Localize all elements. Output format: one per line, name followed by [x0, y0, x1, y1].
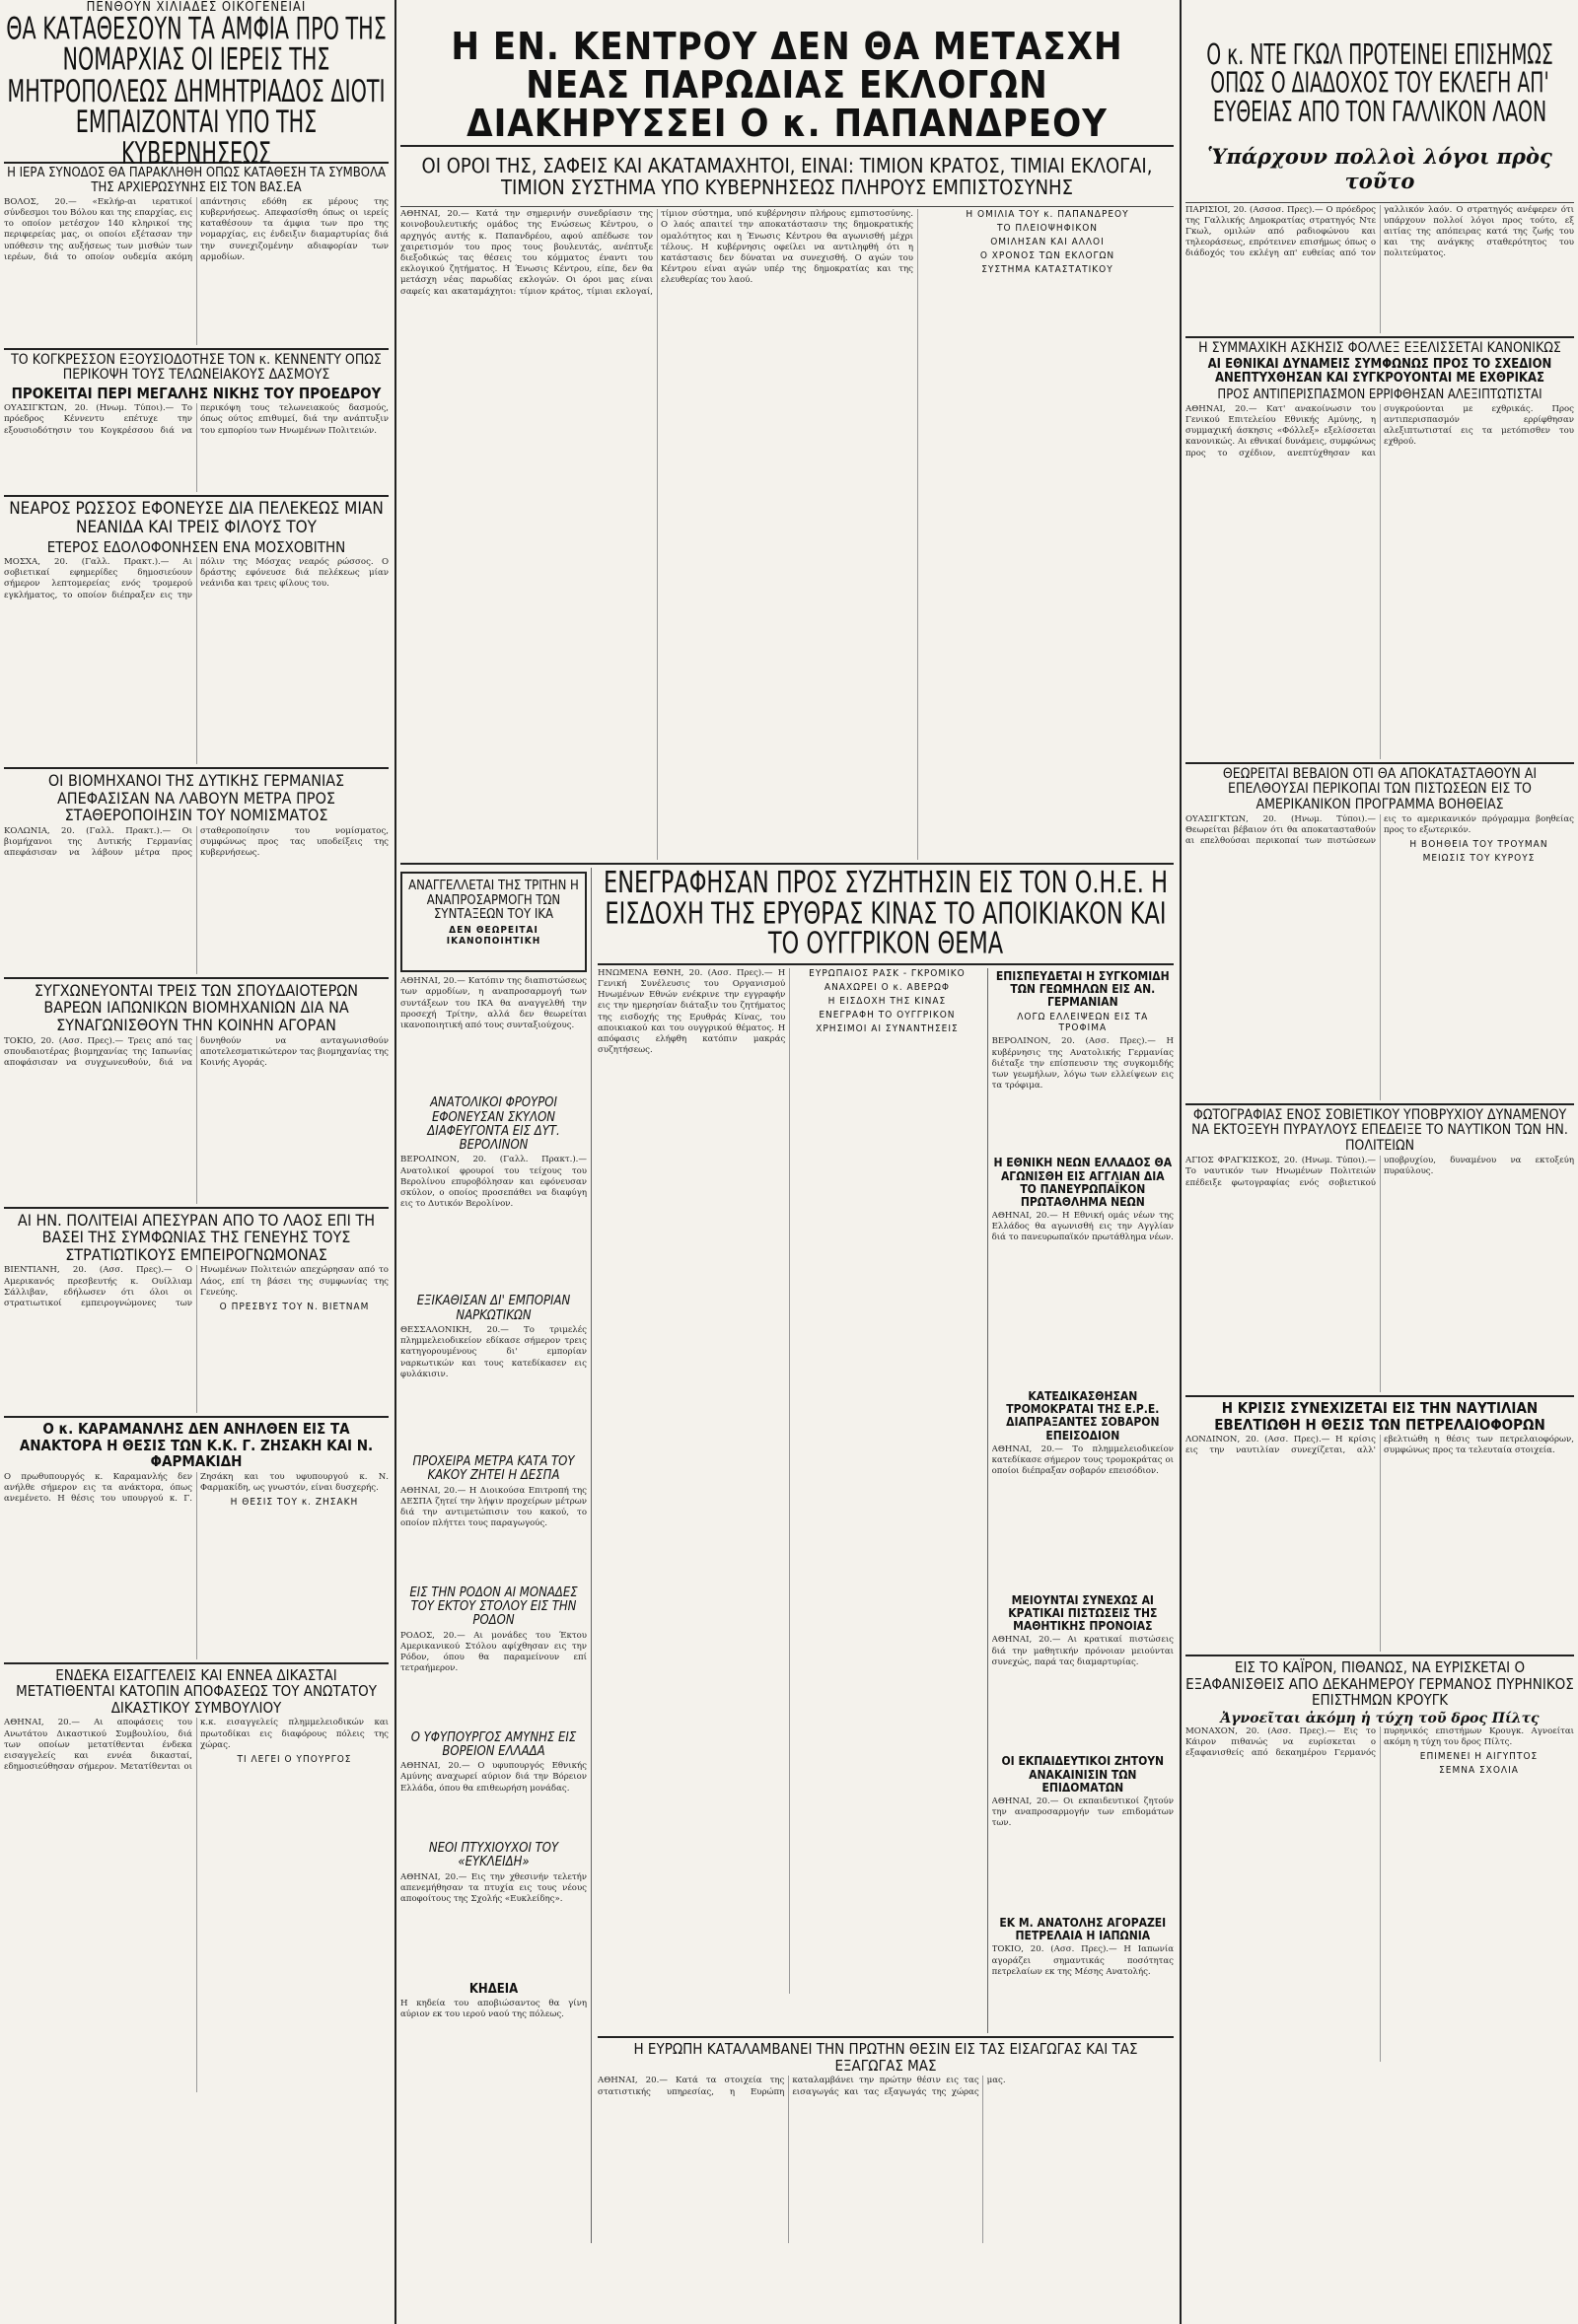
article-terrorists-text: ΑΘΗΝΑΙ, 20.— Το πλημμελειοδικείον κατεδίκασε σήμερον τους τρομοκράτας οι οποίοι διέπραξαν σοβαρόν επεισόδιον. [991, 1444, 1174, 1477]
article-aid-subhead-1: Η ΒΟΗΘΕΙΑ ΤΟΥ ΤΡΟΥΜΑΝ [1409, 839, 1548, 851]
article-germany-text: ΚΟΛΩΝΙΑ, 20. (Γαλλ. Πρακτ.).— Οι βιομήχανοι της Δυτικής Γερμανίας απεφάσισαν να λάβουν μέτρα προς σταθεροποίησιν του νομίσματος, συμφώνως προς τας υποδείξεις της κυβερνήσεως. [4, 825, 389, 859]
article-prosecutors-text: ΑΘΗΝΑΙ, 20.— Αι αποφάσεις του Ανωτάτου Δικαστικού Συμβουλίου, διά των οποίων μετατίθενται ένδεκα εισαγγελείς και εννέα δικασταί, εδημοσιεύθησαν σήμερον. Μετατίθενται οι κ.κ. εισαγγελείς πλημμελειοδικών και πρωτοδίκαι εις διαφόρους πόλεις της χώρας. [4, 1718, 389, 1773]
article-prosecutors-title: ΕΝΔΕΚΑ ΕΙΣΑΓΓΕΛΕΙΣ ΚΑΙ ΕΝΝΕΑ ΔΙΚΑΣΤΑΙ ΜΕΤΑΤΙΘΕΝΤΑΙ ΚΑΤΟΠΙΝ ΑΠΟΦΑΣΕΩΣ ΤΟΥ ΑΝΩΤΑΤΟΥ ΔΙΚΑΣΤΙΚΟΥ ΣΥΜΒΟΥΛΙΟΥ [16, 1665, 377, 1717]
article-dog-text: ΒΕΡΟΛΙΝΟΝ, 20. (Γαλλ. Πρακτ.).— Ανατολικοί φρουροί του τείχους του Βερολίνου επυροβόλησαν και εφόνευσαν σκύλον, ο οποίος προσεπάθει να διαφύγη εις το Δυτικόν Βερολίνον. [400, 1155, 587, 1210]
article-despa-text: ΑΘΗΝΑΙ, 20.— Η Διοικούσα Επιτροπή της ΔΕΣΠΑ ζητεί την λήψιν προχείρων μέτρων διά την αντιμετώπισιν του κακού, το οποίον πλήττει τους παραγωγούς. [400, 1485, 587, 1529]
article-despa-title: ΠΡΟΧΕΙΡΑ ΜΕΤΡΑ ΚΑΤΑ ΤΟΥ ΚΑΚΟΥ ΖΗΤΕΙ Η ΔΕΣΠΑ [412, 1454, 575, 1484]
article-ika-subtitle: ΔΕΝ ΘΕΩΡΕΙΤΑΙ ΙΚΑΝΟΠΟΙΗΤΙΚΗ [446, 925, 541, 948]
article-un-subhead-4: ΕΝΕΓΡΑΦΗ ΤΟ ΟΥΓΓΡΙΚΟΝ [819, 1009, 956, 1021]
article-submarine-text: ΑΓΙΟΣ ΦΡΑΓΚΙΣΚΟΣ, 20. (Ηνωμ. Τύποι).— Το ναυτικόν των Ηνωμένων Πολιτειών επέδειξε φωτογραφίας ενός σοβιετικού υποβρυχίου, δυναμένου να εκτοξεύη πυραύλους. [1185, 1156, 1574, 1188]
article-aid-text: ΟΥΑΣΙΓΚΤΩΝ, 20. (Ηνωμ. Τύποι).— Θεωρείται βέβαιον ότι θα αποκατασταθούν αι επελθούσαι περικοπαί των πιστώσεων εις το αμερικανικόν πρόγραμμα βοηθείας προς το εξωτερικόν. [1185, 814, 1574, 847]
article-priests-text: ΒΟΛΟΣ, 20.— «Εκλήρ-αι ιερατικοί σύνδεσμοι του Βόλου και της επαρχίας, εις το οποίον μετέσχον 140 κληρικοί της περιφερείας μας, οι οποίοι εξέτασαν την υπόθεσιν της αυξήσεως των μισθών των ιερέων, διά το οποίον ουδεμία ακόμη απάντησις εδόθη εκ μέρους της κυβερνήσεως. Απεφασίσθη όπως οι ιερείς καταθέσουν τα άμφια των προ της νομαρχίας, εις ένδειξιν διαμαρτυρίας διά την συνεχιζομένην αδιαφορίαν των αρμοδίων. [4, 196, 389, 262]
article-fallex-text: ΑΘΗΝΑΙ, 20.— Κατ' ανακοίνωσιν του Γενικού Επιτελείου Εθνικής Αμύνης, η συμμαχική άσκησις «Φόλλεξ» εξελίσσεται κανονικώς. Αι εθνικαί δυνάμεις, συμφώνως προς το σχέδιον, ανεπτύχθησαν και συγκρούονται με εχθρικάς. Προς αντιπερισπασμόν ερρίφθησαν αλεξιπτωτισταί εις τα μετόπισθεν του εχθρού. [1185, 403, 1574, 458]
article-student-welfare-text: ΑΘΗΝΑΙ, 20.— Αι κρατικαί πιστώσεις διά την μαθητικήν πρόνοιαν μειούνται συνεχώς, παρά τας διαμαρτυρίας. [991, 1635, 1174, 1667]
article-un-subhead-2: ΑΝΑΧΩΡΕΙ Ο κ. ΑΒΕΡΩΦ [824, 981, 950, 993]
article-shipping-text: ΛΟΝΔΙΝΟΝ, 20. (Ασσ. Πρες).— Η κρίσις εις την ναυτιλίαν συνεχίζεται, αλλ' εβελτιώθη η θέσις των πετρελαιοφόρων, συμφώνως προς τα τελευταία στοιχεία. [1185, 1435, 1574, 1456]
center-column [400, 0, 1174, 2243]
article-germany-title: ΟΙ ΒΙΟΜΗΧΑΝΟΙ ΤΗΣ ΔΥΤΙΚΗΣ ΓΕΡΜΑΝΙΑΣ ΑΠΕΦΑΣΙΣΑΝ ΝΑ ΛΑΒΟΥΝ ΜΕΤΡΑ ΠΡΟΣ ΣΤΑΘΕΡΟΠΟΙΗΣΙΝ ΤΟΥ ΝΟΜΙΣΜΑΤΟΣ [47, 771, 345, 825]
article-priests-subtitle: Η ΙΕΡΑ ΣΥΝΟΔΟΣ ΘΑ ΠΑΡΑΚΛΗΘΗ ΟΠΩΣ ΚΑΤΑΘΕΣΗ ΤΑ ΣΥΜΒΟΛΑ ΤΗΣ ΑΡΧΙΕΡΩΣΥΝΗΣ ΕΙΣ ΤΟΝ ΒΑΣ.ΕΑ [7, 166, 386, 195]
article-un-subhead-5: ΧΡΗΣΙΜΟΙ ΑΙ ΣΥΝΑΝΤΗΣΕΙΣ [816, 1022, 959, 1034]
article-ika-title: ΑΝΑΓΓΕΛΛΕΤΑΙ ΤΗΣ ΤΡΙΤΗΝ Η ΑΝΑΠΡΟΣΑΡΜΟΓΗ ΤΩΝ ΣΥΝΤΑΞΕΩΝ ΤΟΥ ΙΚΑ [408, 879, 579, 922]
center-subcolumn-b [598, 865, 1174, 2243]
article-fleet-title: ΕΙΣ ΤΗΝ ΡΟΔΟΝ ΑΙ ΜΟΝΑΔΕΣ ΤΟΥ ΕΚΤΟΥ ΣΤΟΛΟΥ ΕΙΣ ΤΗΝ ΡΟΔΟΝ [409, 1585, 578, 1629]
article-teachers-text: ΑΘΗΝΑΙ, 20.— Οι εκπαιδευτικοί ζητούν την αναπροσαρμογήν των επιδομάτων των. [991, 1796, 1174, 1829]
article-fleet-text: ΡΟΔΟΣ, 20.— Αι μονάδες του Έκτου Αμερικανικού Στόλου αφίχθησαν εις την Ρόδον, όπου θα παραμείνουν επί τετραήμερον. [400, 1630, 587, 1674]
left-column [4, 0, 389, 2092]
article-terrorists-title: ΚΑΤΕΔΙΚΑΣΘΗΣΑΝ ΤΡΟΜΟΚΡΑΤΑΙ ΤΗΣ Ε.Ρ.Ε. ΔΙΑΠΡΑΞΑΝΤΕΣ ΣΟΒΑΡΟΝ ΕΠΕΙΣΟΔΙΟΝ [1006, 1389, 1160, 1443]
article-europe-trade-title: Η ΕΥΡΩΠΗ ΚΑΤΑΛΑΜΒΑΝΕΙ ΤΗΝ ΠΡΩΤΗΝ ΘΕΣΙΝ ΕΙΣ ΤΑΣ ΕΙΣΑΓΩΓΑΣ ΚΑΙ ΤΑΣ ΕΞΑΓΩΓΑΣ ΜΑΣ [633, 2040, 1138, 2075]
article-russian-text: ΜΟΣΧΑ, 20. (Γαλλ. Πρακτ.).— Αι σοβιετικαί εφημερίδες δημοσιεύουν σήμερον λεπτομερείας ενός τρομερού εγκλήματος, το οποίον διέπραξεν εις την πόλιν της Μόσχας νεαρός ρώσσος. Ο δράστης εφόνευσε διά πελέκεως μίαν νεάνιδα και τρεις φίλους του. [4, 557, 389, 600]
article-russian-title: ΝΕΑΡΟΣ ΡΩΣΣΟΣ ΕΦΟΝΕΥΣΕ ΔΙΑ ΠΕΛΕΚΕΩΣ ΜΙΑΝ ΝΕΑΝΙΔΑ ΚΑΙ ΤΡΕΙΣ ΦΙΛΟΥΣ ΤΟΥ [9, 499, 384, 537]
article-kroug-subhead-1: ΕΠΙΜΕΝΕΙ Η ΑΙΓΥΠΤΟΣ [1419, 1751, 1539, 1763]
article-youth-team-text: ΑΘΗΝΑΙ, 20.— Η Εθνική ομάς νέων της Ελλάδος θα αγωνισθή εις την Αγγλίαν διά το πανευρωπαϊκόν πρωτάθλημα νέων. [991, 1211, 1174, 1243]
article-fallex-title: Η ΣΥΜΜΑΧΙΚΗ ΑΣΚΗΣΙΣ ΦΟΛΛΕΞ ΕΞΕΛΙΣΣΕΤΑΙ ΚΑΝΟΝΙΚΩΣ [1198, 339, 1561, 356]
article-graduates-title: ΝΕΟΙ ΠΤΥΧΙΟΥΧΟΙ ΤΟΥ «ΕΥΚΛΕΙΔΗ» [428, 1841, 559, 1870]
article-karamanlis-text: Ο πρωθυπουργός κ. Καραμανλής δεν ανήλθε σήμερον εις τα ανάκτορα, όπως ανεμένετο. Η θέσις του υπουργού κ. Γ. Ζησάκη και του υφυπουργού κ. Ν. Φαρμακίδη, ως γνωστόν, είναι δυσχερής. [4, 1471, 389, 1505]
article-narcotics-text: ΘΕΣΣΑΛΟΝΙΚΗ, 20.— Το τριμελές πλημμελειοδικείον εδίκασε σήμερον τρεις κατηγορουμένους δι' εμπορίαν ναρκωτικών και τους κατεδίκασεν εις φυλάκισιν. [400, 1325, 587, 1379]
headline-papandreou: Η ΕΝ. ΚΕΝΤΡΟΥ ΔΕΝ ΘΑ ΜΕΤΑΣΧΗ ΝΕΑΣ ΠΑΡΩΔΙΑΣ ΕΚΛΟΓΩΝ ΔΙΑΚΗΡΥΣΣΕΙ Ο κ. ΠΑΠΑΝΔΡΕΟΥ [451, 25, 1123, 145]
papandreou-text: ΑΘΗΝΑΙ, 20.— Κατά την σημερινήν συνεδρίασιν της κοινοβουλευτικής ομάδος της Ενώσεως Κέντρου, ο αρχηγός αυτής κ. Παπανδρέου, αφού απέδωσε τον χαιρετισμόν του προς τους βουλευτάς, ανέπτυξε διεξοδικώς τας θέσεις του κόμματος έναντι του εκλογικού ζητήματος. Η Ένωσις Κέντρου, είπε, δεν θα μετάσχη νέας παρωδίας εκλογών. Οι όροι μας είναι σαφείς και ακαταμάχητοι: τίμιον κράτος, τίμιαι εκλογαί, τίμιον σύστημα, υπό κυβέρνησιν πλήρους εμπιστοσύνης. Ο λαός απαιτεί την αποκατάστασιν της δημοκρατικής ομαλότητος και η Ένωσις Κέντρου θα αγωνισθή μέχρι τέλους. Η κυβέρνησις οφείλει να αντιληφθή ότι η κατάστασις δεν δύναται να συνεχισθή. Ο αγών του Κέντρου είναι αγών υπέρ της δημοκρατίας και της ελευθερίας του λαού. [400, 209, 913, 297]
papandreou-subhead-system: ΣΥΣΤΗΜΑ ΚΑΤΑΣΤΑΤΙΚΟΥ [981, 264, 1113, 276]
article-ika-text: ΑΘΗΝΑΙ, 20.— Κατόπιν της διαπιστώσεως των αρμοδίων, η αναπροσαρμογή των συντάξεων του ΙΚΑ θα αναγγελθή την προσεχή Τρίτην, αλλά δεν θεωρείται ικανοποιητική από τους συνταξιούχους. [400, 976, 587, 1031]
article-de-gaulle-text: ΠΑΡΙΣΙΟΙ, 20. (Ασσοσ. Πρες).— Ο πρόεδρος της Γαλλικής Δημοκρατίας στρατηγός Ντε Γκωλ, ομιλών από ραδιοφώνου και τηλεοράσεως, επρότεινεν επισήμως όπως ο διάδοχός του εκλέγη απ' ευθείας από τον γαλλικόν λαόν. Ο στρατηγός ανέφερεν ότι υπάρχουν πολλοί λόγοι προς τούτο, εξ αιτίας της απόπειρας κατά της ζωής του και της ανάγκης σταθερότητος του πολιτεύματος. [1185, 204, 1574, 259]
article-kroug-subhead-2: ΣΕΜΝΑ ΣΧΟΛΙΑ [1439, 1765, 1519, 1777]
right-column [1185, 0, 1574, 2062]
article-student-welfare-title: ΜΕΙΟΥΝΤΑΙ ΣΥΝΕΧΩΣ ΑΙ ΚΡΑΤΙΚΑΙ ΠΙΣΤΩΣΕΙΣ ΤΗΣ ΜΑΘΗΤΙΚΗΣ ΠΡΟΝΟΙΑΣ [1008, 1592, 1158, 1634]
article-potatoes-text: ΒΕΡΟΛΙΝΟΝ, 20. (Ασσ. Πρες).— Η κυβέρνησις της Ανατολικής Γερμανίας διέταξε την επίσπευσιν της συγκομιδής των γεωμήλων, λόγω των ελλείψεων εις τα τρόφιμα. [991, 1036, 1174, 1092]
article-japan-title: ΣΥΓΧΩΝΕΥΟΝΤΑΙ ΤΡΕΙΣ ΤΩΝ ΣΠΟΥΔΑΙΟΤΕΡΩΝ ΒΑΡΕΩΝ ΙΑΠΩΝΙΚΩΝ ΒΙΟΜΗΧΑΝΙΩΝ ΔΙΑ ΝΑ ΣΥΝΑΓΩΝΙΣΘΟΥΝ ΤΗΝ ΚΟΙΝΗΝ ΑΓΟΡΑΝ [34, 980, 359, 1034]
article-laos-subhead: Ο ΠΡΕΣΒΥΣ ΤΟΥ Ν. ΒΙΕΤΝΑΜ [219, 1301, 370, 1312]
article-potatoes-title: ΕΠΙΣΠΕΥΔΕΤΑΙ Η ΣΥΓΚΟΜΙΔΗ ΤΩΝ ΓΕΩΜΗΛΩΝ ΕΙΣ ΑΝ. ΓΕΡΜΑΝΙΑΝ [995, 968, 1170, 1010]
article-un-subhead-1: ΕΥΡΩΠΑΙΟΣ ΡΑΣΚ - ΓΚΡΟΜΙΚΟ [809, 967, 966, 979]
left-kicker: ΠΕΝΘΟΥΝ ΧΙΛΙΑΔΕΣ ΟΙΚΟΓΕΝΕΙΑΙ [86, 0, 307, 15]
article-japan-text: ΤΟΚΙΟ, 20. (Ασσ. Πρες).— Τρεις από τας σπουδαιοτέρας βιομηχανίας της Ιαπωνίας αποφάσισαν να συγχωνευθούν, διά να δυνηθούν να ανταγωνισθούν αποτελεσματικώτερον τας βιομηχανίας της Κοινής Αγοράς. [4, 1035, 389, 1068]
article-laos-text: ΒΙΕΝΤΙΑΝΗ, 20. (Ασσ. Πρες).— Ο Αμερικανός πρεσβευτής κ. Ουίλλιαμ Σάλλιβαν, εδήλωσεν ότι όλοι οι στρατιωτικοί εμπειρογνώμονες των Ηνωμένων Πολιτειών απεχώρησαν από το Λάος, επί τη βάσει της συμφωνίας της Γενεύης. [4, 1265, 389, 1308]
center-subcolumn-a [400, 868, 592, 2243]
article-submarine-title: ΦΩΤΟΓΡΑΦΙΑΣ ΕΝΟΣ ΣΟΒΙΕΤΙΚΟΥ ΥΠΟΒΡΥΧΙΟΥ ΔΥΝΑΜΕΝΟΥ ΝΑ ΕΚΤΟΞΕΥΗ ΠΥΡΑΥΛΟΥΣ ΕΠΕΔΕΙΞΕ ΤΟ ΝΑΥΤΙΚΟΝ ΤΩΝ ΗΝ. ΠΟΛΙΤΕΙΩΝ [1191, 1107, 1568, 1154]
article-defense-text: ΑΘΗΝΑΙ, 20.— Ο υφυπουργός Εθνικής Αμύνης αναχωρεί αύριον διά την Βόρειον Ελλάδα, όπου θα επιθεωρήση μονάδας. [400, 1761, 587, 1794]
headline-papandreou-subtitle: ΟΙ ΟΡΟΙ ΤΗΣ, ΣΑΦΕΙΣ ΚΑΙ ΑΚΑΤΑΜΑΧΗΤΟΙ, ΕΙΝΑΙ: ΤΙΜΙΟΝ ΚΡΑΤΟΣ, ΤΙΜΙΑΙ ΕΚΛΟΓΑΙ, ΤΙΜΙΟΝ ΣΥΣΤΗΜΑ ΥΠΟ ΚΥΒΕΡΝΗΣΕΩΣ ΠΛΗΡΟΥΣ ΕΜΠΙΣΤΟΣΥΝΗΣ [421, 154, 1153, 200]
papandreou-subhead-others: ΟΜΙΛΗΣΑΝ ΚΑΙ ΑΛΛΟΙ [990, 237, 1105, 248]
article-oil-japan-title: ΕΚ Μ. ΑΝΑΤΟΛΗΣ ΑΓΟΡΑΖΕΙ ΠΕΤΡΕΛΑΙΑ Η ΙΑΠΩΝΙΑ [999, 1915, 1167, 1943]
article-narcotics-title: ΕΞΙΚΑΘΙΣΑΝ ΔΙ' ΕΜΠΟΡΙΑΝ ΝΑΡΚΩΤΙΚΩΝ [416, 1294, 571, 1323]
article-graduates-text: ΑΘΗΝΑΙ, 20.— Εις την χθεσινήν τελετήν απενεμήθησαν τα πτυχία εις τους νέους αποφοίτους της Σχολής «Ευκλείδης». [400, 1871, 587, 1905]
papandreou-subhead-majority: ΤΟ ΠΛΕΙΟΨΗΦΙΚΟΝ [996, 223, 1099, 235]
article-potatoes-subtitle: ΛΟΓΩ ΕΛΛΕΙΨΕΩΝ ΕΙΣ ΤΑ ΤΡΟΦΙΜΑ [1017, 1012, 1149, 1034]
article-funeral-title: ΚΗΔΕΙΑ [468, 1981, 519, 1997]
article-kroug-text: ΜΟΝΑΧΟΝ, 20. (Ασσ. Πρες).— Εις το Κάιρον πιθανώς να ευρίσκεται ο εξαφανισθείς από δεκαημέρου Γερμανός πυρηνικός επιστήμων Κρουγκ. Αγνοείται ακόμη η τύχη του δρος Πίλτς. [1185, 1725, 1574, 1759]
article-un-text: ΗΝΩΜΕΝΑ ΕΘΝΗ, 20. (Ασσ. Πρες).— Η Γενική Συνέλευσις του Οργανισμού Ηνωμένων Εθνών ενέκρινε την εγγραφήν εις την ημερησίαν διάταξιν του ζητήματος της εισδοχής της Ερυθράς Κίνας, του αποικιακού και του ουγγρικού θέματος. Η απόφασις ελήφθη κατόπιν μακράς συζητήσεως. [598, 967, 786, 1056]
article-un-subhead-3: Η ΕΙΣΔΟΧΗ ΤΗΣ ΚΙΝΑΣ [827, 995, 947, 1007]
article-aid-subhead-2: ΜΕΙΩΣΙΣ ΤΟΥ ΚΥΡΟΥΣ [1422, 853, 1536, 865]
article-youth-team-title: Η ΕΘΝΙΚΗ ΝΕΩΝ ΕΛΛΑΔΟΣ ΘΑ ΑΓΩΝΙΣΘΗ ΕΙΣ ΑΓΓΛΙΑΝ ΔΙΑ ΤΟ ΠΑΝΕΥΡΩΠΑΪΚΟΝ ΠΡΩΤΑΘΛΗΜΑ ΝΕΩΝ [993, 1156, 1173, 1209]
headline-de-gaulle: Ο κ. ΝΤΕ ΓΚΩΛ ΠΡΟΤΕΙΝΕΙ ΕΠΙΣΗΜΩΣ ΟΠΩΣ Ο ΔΙΑΔΟΧΟΣ ΤΟΥ ΕΚΛΕΓΗ ΑΠ' ΕΥΘΕΙΑΣ ΑΠΟ ΤΟΝ ΓΑΛΛΙΚΟΝ ΛΑΟΝ [1206, 38, 1553, 128]
article-defense-title: Ο ΥΦΥΠΟΥΡΓΟΣ ΑΜΥΝΗΣ ΕΙΣ ΒΟΡΕΙΟΝ ΕΛΛΑΔΑ [410, 1729, 577, 1759]
headline-de-gaulle-subtitle: Ὑπάρχουν πολλοὶ λόγοι πρὸς τοῦτο [1207, 144, 1552, 194]
article-fallex-subtitle: ΑΙ ΕΘΝΙΚΑΙ ΔΥΝΑΜΕΙΣ ΣΥΜΦΩΝΩΣ ΠΡΟΣ ΤΟ ΣΧΕΔΙΟΝ ΑΝΕΠΤΥΧΘΗΣΑΝ ΚΑΙ ΣΥΓΚΡΟΥΟΝΤΑΙ ΜΕ ΕΧΘΡΙΚΑΣ [1207, 356, 1552, 387]
papandreou-subhead-election-time: Ο ΧΡΟΝΟΣ ΤΩΝ ΕΚΛΟΓΩΝ [979, 250, 1115, 262]
article-fallex-subtitle-2: ΠΡΟΣ ΑΝΤΙΠΕΡΙΣΠΑΣΜΟΝ ΕΡΡΙΦΘΗΣΑΝ ΑΛΕΞΙΠΤΩΤΙΣΤΑΙ [1217, 387, 1542, 402]
article-funeral-text: Η κηδεία του αποβιώσαντος θα γίνη αύριον εκ του ιερού ναού της πόλεως. [400, 1999, 587, 2020]
article-shipping-title: Η ΚΡΙΣΙΣ ΣΥΝΕΧΙΖΕΤΑΙ ΕΙΣ ΤΗΝ ΝΑΥΤΙΛΙΑΝ ΕΒΕΛΤΙΩΘΗ Η ΘΕΣΙΣ ΤΩΝ ΠΕΤΡΕΛΑΙΟΦΟΡΩΝ [1214, 1399, 1545, 1434]
article-dog-title: ΑΝΑΤΟΛΙΚΟΙ ΦΡΟΥΡΟΙ ΕΦΟΝΕΥΣΑΝ ΣΚΥΛΟΝ ΔΙΑΦΕΥΓΟΝΤΑ ΕΙΣ ΔΥΤ. ΒΕΡΟΛΙΝΟΝ [427, 1095, 560, 1154]
article-karamanlis-title: Ο κ. ΚΑΡΑΜΑΝΛΗΣ ΔΕΝ ΑΝΗΛΘΕΝ ΕΙΣ ΤΑ ΑΝΑΚΤΟΡΑ Η ΘΕΣΙΣ ΤΩΝ Κ.Κ. Γ. ΖΗΣΑΚΗ ΚΑΙ Ν. ΦΑΡΜΑΚΙΔΗ [19, 1420, 374, 1471]
article-kroug-title: ΕΙΣ ΤΟ ΚΑΪΡΟΝ, ΠΙΘΑΝΩΣ, ΝΑ ΕΥΡΙΣΚΕΤΑΙ Ο ΕΞΑΦΑΝΙΣΘΕΙΣ ΑΠΟ ΔΕΚΑΗΜΕΡΟΥ ΓΕΡΜΑΝΟΣ ΠΥΡΗΝΙΚΟΣ ΕΠΙΣΤΗΜΩΝ ΚΡΟΥΓΚ [1185, 1658, 1574, 1710]
article-russian-subtitle: ΕΤΕΡΟΣ ΕΔΟΛΟΦΟΝΗΣΕΝ ΕΝΑ ΜΟΣΧΟΒΙΤΗΝ [46, 537, 346, 556]
article-kennedy-text: ΟΥΑΣΙΓΚΤΩΝ, 20. (Ηνωμ. Τύποι).— Το πρόεδρος Κέννεντυ επέτυχε την εξουσιοδότησιν του Κογκρέσσου διά να περικόψη τους τελωνειακούς δασμούς, όπως ούτος επιθυμεί, διά την ανάπτυξιν του εμπορίου των Ηνωμένων Πολιτειών. [4, 403, 389, 436]
article-europe-trade-text: ΑΘΗΝΑΙ, 20.— Κατά τα στοιχεία της στατιστικής υπηρεσίας, η Ευρώπη καταλαμβάνει την πρώτην θέσιν εις τας εισαγωγάς και τας εξαγωγάς της χώρας μας. [598, 2076, 1006, 2097]
article-karamanlis-subhead: Η ΘΕΣΙΣ ΤΟΥ κ. ΖΗΣΑΚΗ [230, 1497, 359, 1509]
headline-un: ΕΝΕΓΡΑΦΗΣΑΝ ΠΡΟΣ ΣΥΖΗΤΗΣΙΝ ΕΙΣ ΤΟΝ Ο.Η.Ε. Η ΕΙΣΔΟΧΗ ΤΗΣ ΕΡΥΘΡΑΣ ΚΙΝΑΣ ΤΟ ΑΠΟΙΚΙΑΚΟΝ ΚΑΙ ΤΟ ΟΥΓΓΡΙΚΟΝ ΘΕΜΑ [603, 865, 1169, 960]
article-kennedy-subtitle: ΠΡΟΚΕΙΤΑΙ ΠΕΡΙ ΜΕΓΑΛΗΣ ΝΙΚΗΣ ΤΟΥ ΠΡΟΕΔΡΟΥ [11, 384, 382, 402]
article-laos-title: ΑΙ ΗΝ. ΠΟΛΙΤΕΙΑΙ ΑΠΕΣΥΡΑΝ ΑΠΟ ΤΟ ΛΑΟΣ ΕΠΙ ΤΗ ΒΑΣΕΙ ΤΗΣ ΣΥΜΦΩΝΙΑΣ ΤΗΣ ΓΕΝΕΥΗΣ ΤΟΥΣ ΣΤΡΑΤΙΩΤΙΚΟΥΣ ΕΜΠΕΙΡΟΓΝΩΜΟΝΑΣ [17, 1210, 376, 1264]
article-priests-title: ΘΑ ΚΑΤΑΘΕΣΟΥΝ ΤΑ ΑΜΦΙΑ ΠΡΟ ΤΗΣ ΝΟΜΑΡΧΙΑΣ ΟΙ ΙΕΡΕΙΣ ΤΗΣ ΜΗΤΡΟΠΟΛΕΩΣ ΔΗΜΗΤΡΙΑΔΟΣ ΔΙΟΤΙ ΕΜΠΑΙΖΟΝΤΑΙ ΥΠΟ ΤΗΣ ΚΥΒΕΡΝΗΣΕΩΣ [6, 12, 387, 173]
article-teachers-title: ΟΙ ΕΚΠΑΙΔΕΥΤΙΚΟΙ ΖΗΤΟΥΝ ΑΝΑΚΑΙΝΙΣΙΝ ΤΩΝ ΕΠΙΔΟΜΑΤΩΝ [1001, 1754, 1165, 1795]
article-aid-title: ΘΕΩΡΕΙΤΑΙ ΒΕΒΑΙΟΝ ΟΤΙ ΘΑ ΑΠΟΚΑΤΑΣΤΑΘΟΥΝ ΑΙ ΕΠΕΛΘΟΥΣΑΙ ΠΕΡΙΚΟΠΑΙ ΤΩΝ ΠΙΣΤΩΣΕΩΝ ΕΙΣ ΤΟ ΑΜΕΡΙΚΑΝΙΚΟΝ ΠΡΟΓΡΑΜΜΑ ΒΟΗΘΕΙΑΣ [1222, 765, 1538, 812]
papandreou-subhead-speech: Η ΟΜΙΛΙΑ ΤΟΥ κ. ΠΑΠΑΝΔΡΕΟΥ [966, 209, 1129, 221]
article-kroug-subtitle: Ἀγνοεῖται ἀκόμη ἡ τύχη τοῦ δρος Πίλτς [1220, 1710, 1540, 1726]
article-prosecutors-subhead: ΤΙ ΛΕΓΕΙ Ο ΥΠΟΥΡΓΟΣ [237, 1753, 352, 1765]
article-kennedy-title: ΤΟ ΚΟΓΚΡΕΣΣΟΝ ΕΞΟΥΣΙΟΔΟΤΗΣΕ ΤΟΝ κ. ΚΕΝΝΕΝΤΥ ΟΠΩΣ ΠΕΡΙΚΟΨΗ ΤΟΥΣ ΤΕΛΩΝΕΙΑΚΟΥΣ ΔΑΣΜΟΥΣ [11, 351, 382, 384]
article-oil-japan-text: ΤΟΚΙΟ, 20. (Ασσ. Πρες).— Η Ιαπωνία αγοράζει σημαντικάς ποσότητας πετρελαίων εκ της Μέσης Ανατολής. [991, 1944, 1174, 1977]
